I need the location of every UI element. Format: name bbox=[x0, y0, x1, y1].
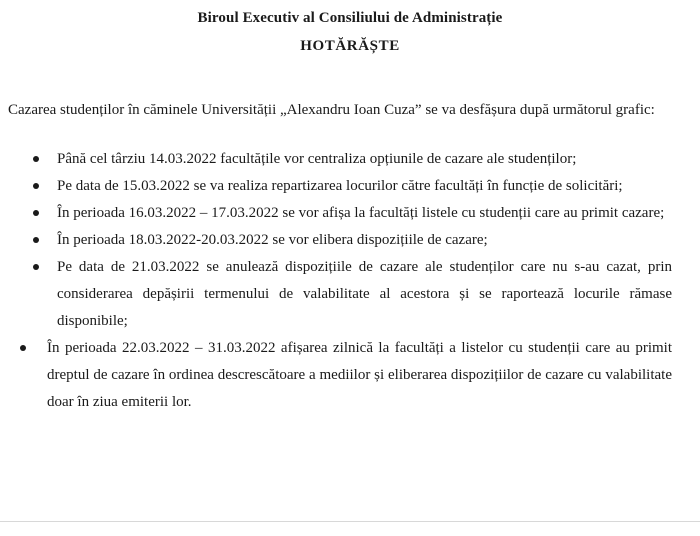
list-item bbox=[0, 173, 700, 200]
bullet-icon bbox=[33, 156, 39, 162]
list-item-text: În perioada 18.03.2022-20.03.2022 se vor elibera dispozițiile de cazare; bbox=[57, 232, 488, 248]
list-item bbox=[0, 146, 700, 173]
list-item bbox=[0, 200, 700, 227]
document-subtitle: HOTĂRĂȘTE bbox=[300, 38, 400, 54]
schedule-list bbox=[0, 146, 700, 416]
bullet-icon bbox=[33, 237, 39, 243]
bullet-icon bbox=[20, 345, 26, 351]
bullet-icon bbox=[33, 210, 39, 216]
list-item-text: Pe data de 15.03.2022 se va realiza repartizarea locurilor către facultăți în funcție de solicitări; bbox=[57, 178, 623, 194]
list-item-text: În perioada 16.03.2022 – 17.03.2022 se vor afișa la facultăți listele cu studenții care au primit cazare; bbox=[57, 205, 665, 221]
list-item bbox=[0, 227, 700, 254]
bullet-icon bbox=[33, 183, 39, 189]
list-item-text: Pe data de 21.03.2022 se anulează dispozițiile de cazare ale studenților care nu s-au cazat, prin considerarea depășirii termenului de valabilitate al acestora și se raportează locurile rămase disponibile; bbox=[57, 259, 672, 329]
page-edge-divider bbox=[0, 521, 700, 522]
list-item bbox=[0, 254, 700, 335]
list-item bbox=[0, 335, 700, 416]
list-item-text: Până cel târziu 14.03.2022 facultățile vor centraliza opțiunile de cazare ale studenților; bbox=[57, 151, 577, 167]
intro-paragraph: Cazarea studenților în căminele Universității „Alexandru Ioan Cuza” se va desfășura după următorul grafic: bbox=[8, 102, 655, 118]
bullet-icon bbox=[33, 264, 39, 270]
document-title: Biroul Executiv al Consiliului de Administrație bbox=[197, 10, 503, 26]
list-item-text: În perioada 22.03.2022 – 31.03.2022 afișarea zilnică la facultăți a listelor cu studenții care au primit dreptul de cazare în ordinea descrescătoare a mediilor și eliberarea dispozițiilor de cazare cu valabilitate doar în ziua emiterii lor. bbox=[47, 340, 672, 410]
